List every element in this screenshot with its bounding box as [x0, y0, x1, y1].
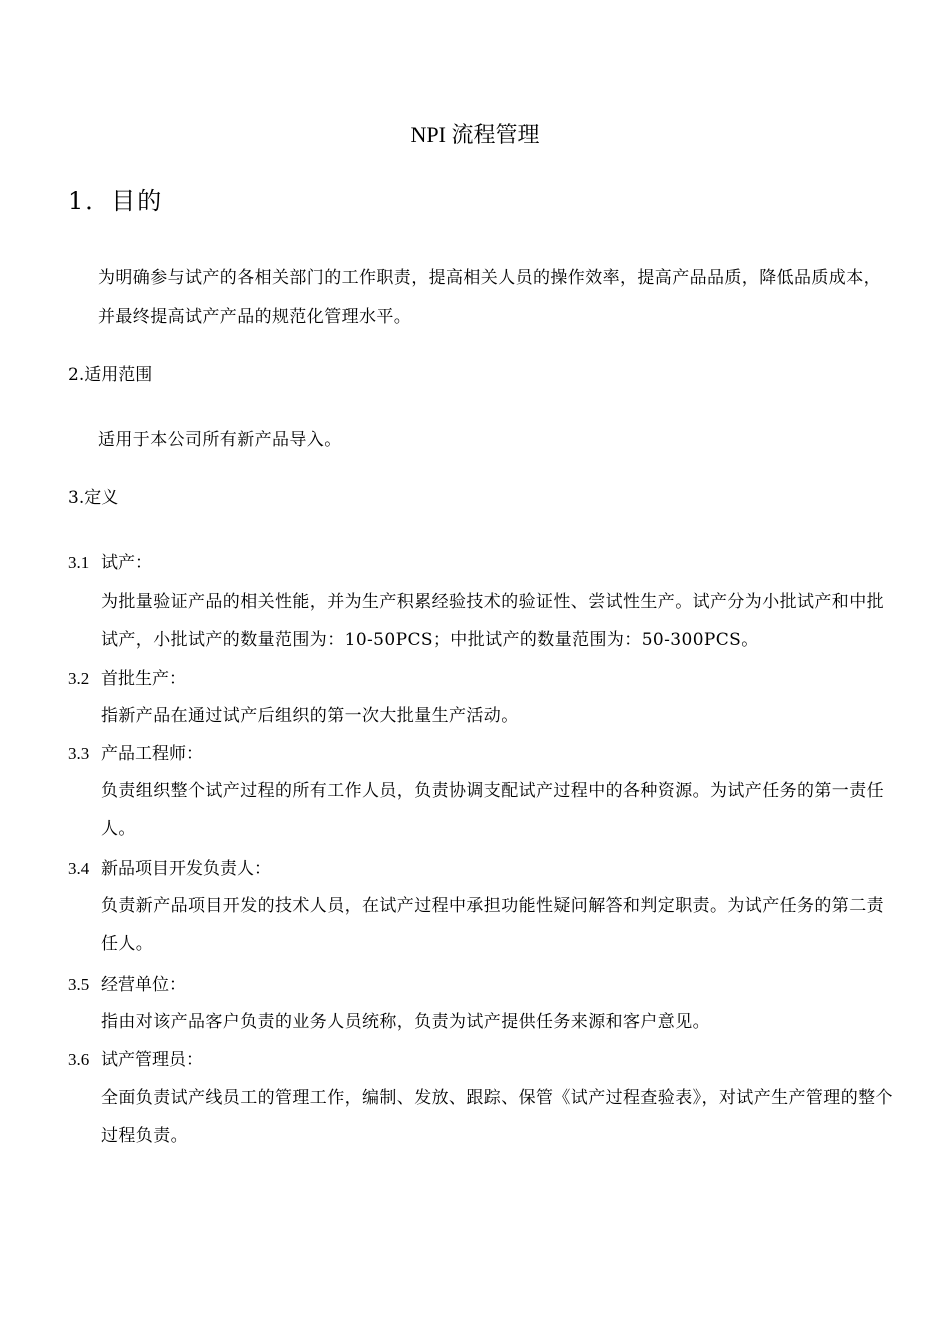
- definition-number: 3.3: [68, 744, 90, 763]
- section-purpose-heading: 1．目的: [68, 187, 164, 215]
- section-definitions-heading: 3.定义: [68, 488, 119, 508]
- definition-body: 指新产品在通过试产后组织的第一次大批量生产活动。: [101, 706, 519, 726]
- definition-number: 3.4: [68, 859, 90, 878]
- definition-number: 3.5: [68, 975, 90, 994]
- section-scope-heading: 2.适用范围: [68, 365, 153, 385]
- section-purpose-body: 为明确参与试产的各相关部门的工作职责，提高相关人员的操作效率，提高产品品质，降低品质成本，并最终提高试产产品的规范化管理水平。: [98, 268, 881, 327]
- definition-heading: [68, 741, 203, 767]
- definition-body: 指由对该产品客户负责的业务人员统称，负责为试产提供任务来源和客户意见。: [101, 1012, 710, 1032]
- definition-term: 首批生产：: [101, 669, 186, 689]
- definition-number: 3.1: [68, 553, 90, 572]
- definition-body: 负责新产品项目开发的技术人员，在试产过程中承担功能性疑问解答和判定职责。为试产任务的第二责任人。: [101, 896, 884, 954]
- definition-heading: [68, 972, 186, 998]
- definition-heading: [68, 666, 186, 692]
- definition-heading: [68, 1047, 203, 1073]
- definition-term: 试产：: [101, 553, 152, 573]
- definition-number: 3.2: [68, 669, 90, 688]
- section-scope-body: 适用于本公司所有新产品导入。: [98, 430, 342, 450]
- definition-body: 负责组织整个试产过程的所有工作人员，负责协调支配试产过程中的各种资源。为试产任务的第一责任人。: [101, 781, 884, 839]
- definition-term: 试产管理员：: [101, 1050, 203, 1070]
- definition-body: 为批量验证产品的相关性能，并为生产积累经验技术的验证性、尝试性生产。试产分为小批试产和中批试产，小批试产的数量范围为：10-50PCS；中批试产的数量范围为：50-300PCS。: [101, 592, 884, 650]
- definition-heading: [68, 550, 152, 576]
- definition-body: 全面负责试产线员工的管理工作，编制、发放、跟踪、保管《试产过程查验表》，对试产生产管理的整个过程负责。: [101, 1088, 893, 1146]
- definition-term: 产品工程师：: [101, 744, 203, 764]
- definition-number: 3.6: [68, 1050, 90, 1069]
- definition-term: 新品项目开发负责人：: [101, 859, 271, 879]
- document-title: NPI 流程管理: [410, 122, 540, 147]
- definition-heading: [68, 856, 271, 882]
- definition-term: 经营单位：: [101, 975, 186, 995]
